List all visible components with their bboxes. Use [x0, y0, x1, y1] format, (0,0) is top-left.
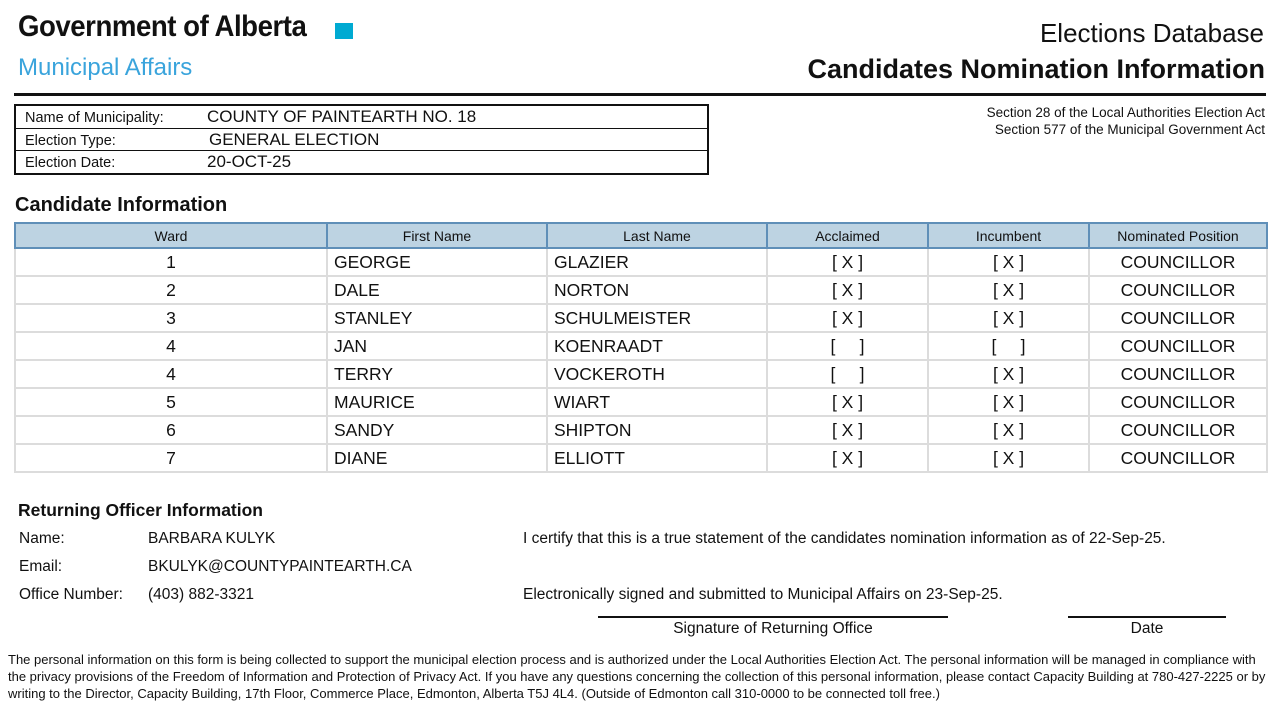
last-name-cell: VOCKEROTH: [547, 360, 767, 388]
column-header-last-name: Last Name: [547, 223, 767, 248]
election-date-value: 20-OCT-25: [207, 152, 292, 171]
database-title: Elections Database: [1039, 18, 1264, 48]
signature-line: [598, 616, 948, 618]
table-row: [15, 444, 1267, 472]
ward-cell: 6: [15, 416, 327, 444]
position-cell: COUNCILLOR: [1089, 304, 1267, 332]
position-cell: COUNCILLOR: [1089, 276, 1267, 304]
ward-cell: 3: [15, 304, 327, 332]
signature-label: Signature of Returning Office: [673, 620, 873, 637]
first-name-cell: TERRY: [327, 360, 547, 388]
officer-phone-label: Office Number:: [19, 586, 123, 603]
position-cell: COUNCILLOR: [1089, 248, 1267, 276]
first-name-cell: GEORGE: [327, 248, 547, 276]
last-name-cell: SCHULMEISTER: [547, 304, 767, 332]
table-row: [15, 360, 1267, 388]
officer-email-label: Email:: [19, 558, 63, 575]
table-row: [15, 416, 1267, 444]
first-name-cell: JAN: [327, 332, 547, 360]
table-row: [15, 276, 1267, 304]
table-row: [15, 332, 1267, 360]
acclaimed-cell: [ X ]: [767, 444, 928, 472]
column-header-ward: Ward: [15, 223, 327, 248]
officer-name-value: BARBARA KULYK: [148, 530, 276, 547]
municipality-name-row: [16, 106, 707, 128]
first-name-cell: DIANE: [327, 444, 547, 472]
incumbent-cell: [ X ]: [928, 360, 1089, 388]
position-cell: COUNCILLOR: [1089, 444, 1267, 472]
position-cell: COUNCILLOR: [1089, 416, 1267, 444]
municipality-name-label: Name of Municipality:: [25, 110, 164, 126]
act-reference-2: Section 577 of the Municipal Government Act: [994, 122, 1265, 137]
candidate-table: [14, 222, 1268, 473]
table-row: [15, 304, 1267, 332]
column-header-nominated-position: Nominated Position: [1089, 223, 1267, 248]
election-date-row: [16, 150, 707, 173]
government-logo-text: Government of Alberta: [18, 10, 307, 43]
incumbent-cell: [ X ]: [928, 388, 1089, 416]
ministry-name: Municipal Affairs: [18, 54, 193, 81]
acclaimed-cell: [ X ]: [767, 248, 928, 276]
incumbent-cell: [ X ]: [928, 444, 1089, 472]
last-name-cell: KOENRAADT: [547, 332, 767, 360]
acclaimed-cell: [ ]: [767, 360, 928, 388]
column-header-incumbent: Incumbent: [928, 223, 1089, 248]
ward-cell: 5: [15, 388, 327, 416]
acclaimed-cell: [ ]: [767, 332, 928, 360]
table-row: [15, 388, 1267, 416]
position-cell: COUNCILLOR: [1089, 388, 1267, 416]
position-cell: COUNCILLOR: [1089, 360, 1267, 388]
column-header-first-name: First Name: [327, 223, 547, 248]
election-type-label: Election Type:: [25, 133, 116, 149]
municipality-info-box: [14, 104, 709, 175]
acclaimed-cell: [ X ]: [767, 276, 928, 304]
incumbent-cell: [ X ]: [928, 304, 1089, 332]
table-header-row: [15, 223, 1267, 248]
ward-cell: 4: [15, 360, 327, 388]
municipality-name-value: COUNTY OF PAINTEARTH NO. 18: [207, 107, 477, 126]
election-type-value: GENERAL ELECTION: [209, 130, 380, 149]
acclaimed-cell: [ X ]: [767, 304, 928, 332]
incumbent-cell: [ ]: [928, 332, 1089, 360]
incumbent-cell: [ X ]: [928, 248, 1089, 276]
last-name-cell: NORTON: [547, 276, 767, 304]
last-name-cell: ELLIOTT: [547, 444, 767, 472]
incumbent-cell: [ X ]: [928, 416, 1089, 444]
acclaimed-cell: [ X ]: [767, 416, 928, 444]
form-title: Candidates Nomination Information: [807, 54, 1265, 84]
ward-cell: 2: [15, 276, 327, 304]
certification-statement: I certify that this is a true statement of the candidates nomination information as of 22-Sep-25.: [523, 530, 1166, 547]
officer-name-label: Name:: [19, 530, 65, 547]
column-header-acclaimed: Acclaimed: [767, 223, 928, 248]
first-name-cell: SANDY: [327, 416, 547, 444]
officer-phone-value: (403) 882-3321: [148, 586, 254, 603]
first-name-cell: DALE: [327, 276, 547, 304]
date-label: Date: [1130, 620, 1164, 637]
first-name-cell: STANLEY: [327, 304, 547, 332]
last-name-cell: GLAZIER: [547, 248, 767, 276]
date-line: [1068, 616, 1226, 618]
returning-officer-heading: Returning Officer Information: [18, 500, 263, 520]
ward-cell: 1: [15, 248, 327, 276]
candidate-info-heading: Candidate Information: [15, 194, 228, 216]
acclaimed-cell: [ X ]: [767, 388, 928, 416]
election-type-row: [16, 128, 707, 151]
first-name-cell: MAURICE: [327, 388, 547, 416]
officer-email-value: BKULYK@COUNTYPAINTEARTH.CA: [148, 558, 412, 575]
logo-square-icon: [335, 23, 353, 39]
privacy-notice: The personal information on this form is being collected to support the municipal election process and is authorized under the Local Authorities Election Act. The personal information will be managed in compliance with the privacy provisions of the Freedom of Information and Protection of Privacy Act. If you have any questions concerning the collection of this personal information, please contact Capacity Building at 780-427-2225 or by writing to the Director, Capacity Building, 17th Floor, Commerce Place, Edmonton, Alberta T5J 4L4. (Outside of Edmonton call 310-0000 to be connected toll free.): [8, 652, 1266, 701]
last-name-cell: SHIPTON: [547, 416, 767, 444]
ward-cell: 7: [15, 444, 327, 472]
header-divider: [14, 93, 1266, 96]
act-reference-1: Section 28 of the Local Authorities Election Act: [986, 105, 1265, 120]
electronic-signature-statement: Electronically signed and submitted to Municipal Affairs on 23-Sep-25.: [523, 586, 1003, 603]
position-cell: COUNCILLOR: [1089, 332, 1267, 360]
incumbent-cell: [ X ]: [928, 276, 1089, 304]
last-name-cell: WIART: [547, 388, 767, 416]
election-date-label: Election Date:: [25, 155, 116, 171]
table-row: [15, 248, 1267, 276]
ward-cell: 4: [15, 332, 327, 360]
